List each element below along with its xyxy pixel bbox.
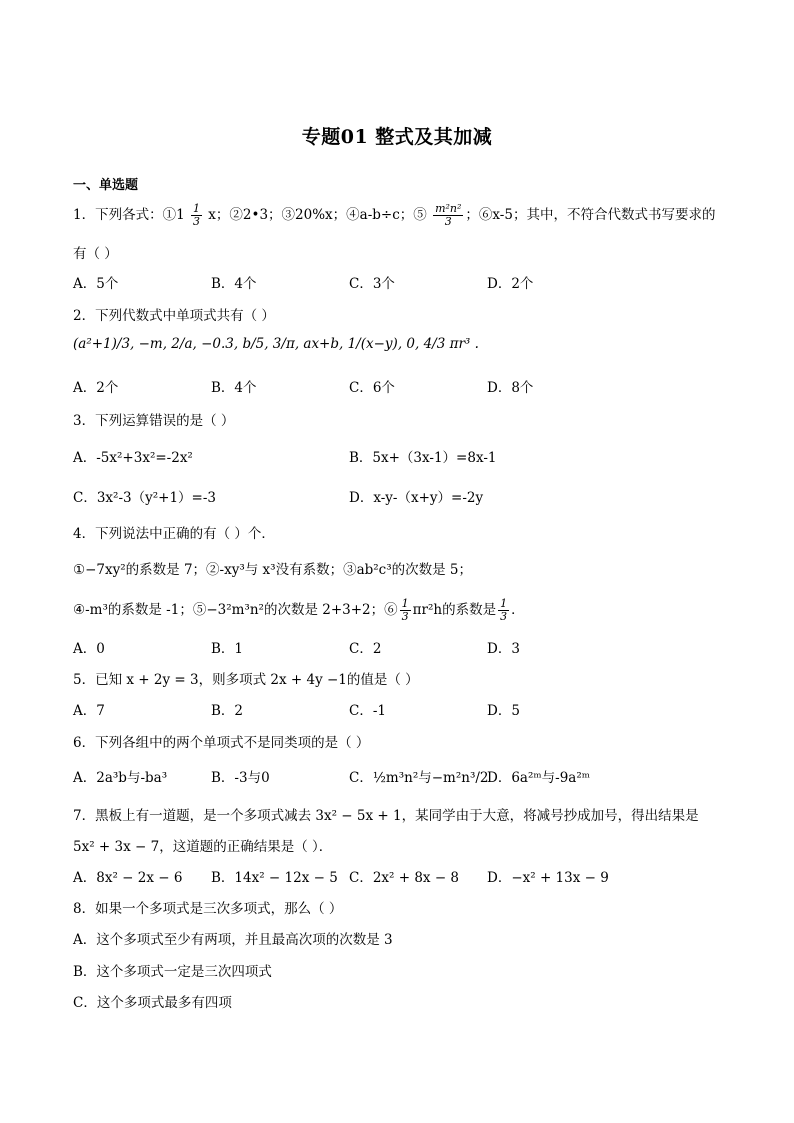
q4-option-a[interactable]: A．0 [73,641,105,657]
question-7-line-2: 5x² + 3x − 7，这道题的正确结果是（ ）． [73,839,333,855]
q4-line2-a: ④-m³的系数是 -1；⑤−3²m³n²的次数是 2+3+2；⑥ [73,602,398,618]
q7-option-b[interactable]: B．14x² − 12x − 5 [211,870,338,886]
q1-frac2-numerator: m²n² [435,202,462,215]
q3-option-a[interactable]: A．-5x²+3x²=-2x² [73,450,193,466]
q6-option-b[interactable]: B．-3与0 [211,770,270,786]
q4-frac-numerator: 1 [401,597,409,610]
q2-option-b[interactable]: B．4个 [211,380,257,396]
q2-option-a[interactable]: A．2个 [73,380,119,396]
q3-option-b[interactable]: B．5x+（3x-1）=8x-1 [349,450,497,466]
q4-frac2-denominator: 3 [500,610,508,623]
q4-option-d[interactable]: D．3 [487,641,520,657]
q2-expression: (a²+1)/3, −m, 2/a, −0.3, b/5, 3/π, ax+b, 1/(x−y), 0, 4/3 πr³ . [73,336,479,352]
q1-text-a: 1．下列各式：①1 [73,207,185,223]
question-6: 6．下列各组中的两个单项式不是同类项的是（ ） [73,735,370,751]
q1-option-b[interactable]: B．4个 [211,276,257,292]
q4-option-c[interactable]: C．2 [349,641,382,657]
q4-frac-denominator: 3 [401,610,409,623]
question-5: 5．已知 x + 2y = 3，则多项式 2x + 4y −1的值是（ ） [73,672,419,688]
q4-line2-b: πr²h的系数是 [412,602,497,618]
q1-text-b: x；②2•3；③20%x；④a-b÷c；⑤ [203,207,427,223]
q6-option-a[interactable]: A．2a³b与-ba³ [73,770,168,786]
q8-option-b[interactable]: B．这个多项式一定是三次四项式 [73,964,272,980]
q1-frac-denominator: 3 [192,215,200,228]
q4-frac2-numerator: 1 [500,597,508,610]
question-3: 3．下列运算错误的是（ ） [73,413,235,429]
q4-period: ． [511,602,525,618]
q4-statement-line-1: ①−7xy²的系数是 7；②-xy³与 x³没有系数；③ab²c³的次数是 5； [73,562,473,578]
q3-option-c[interactable]: C．3x²-3（y²+1）=-3 [73,490,216,506]
q5-option-b[interactable]: B．2 [211,703,244,719]
q7-option-a[interactable]: A．8x² − 2x − 6 [73,870,183,886]
q8-option-a[interactable]: A．这个多项式至少有两项，并且最高次项的次数是 3 [73,932,393,948]
q6-option-c[interactable]: C．½m³n²与−m²n³/2 [349,770,489,786]
q7-option-c[interactable]: C．2x² + 8x − 8 [349,870,460,886]
q1-text-c: ；⑥x-5；其中，不符合代数式书写要求的 [465,207,716,223]
q5-option-a[interactable]: A．7 [73,703,105,719]
question-8: 8．如果一个多项式是三次多项式，那么（ ） [73,901,343,917]
q1-frac2-denominator: 3 [444,215,452,228]
q2-option-d[interactable]: D．8个 [487,380,534,396]
q4-fraction [400,598,411,623]
page-title: 专题01 整式及其加减 [301,126,493,148]
q1-option-d[interactable]: D．2个 [487,276,534,292]
question-7-line-1: 7．黑板上有一道题，是一个多项式减去 3x² − 5x + 1，某同学由于大意，将减号抄成加号，得出结果是 [73,808,699,824]
q2-option-c[interactable]: C．6个 [349,380,395,396]
q6-option-d[interactable]: D．6a²ᵐ与-9a²ᵐ [487,770,591,786]
q7-option-d[interactable]: D．−x² + 13x − 9 [487,870,609,886]
q3-option-d[interactable]: D．x-y-（x+y）=-2y [349,490,484,506]
q1-fraction [191,203,202,228]
q5-option-c[interactable]: C．-1 [349,703,386,719]
question-2: 2．下列代数式中单项式共有（ ） [73,308,275,324]
section-heading: 一、单选题 [73,178,139,193]
q1-option-a[interactable]: A．5个 [73,276,119,292]
q5-option-d[interactable]: D．5 [487,703,520,719]
q4-statement-line-2 [73,598,525,623]
q8-option-c[interactable]: C．这个多项式最多有四项 [73,995,232,1011]
q1-frac-numerator: 1 [192,202,200,215]
q1-line-2: 有（ ） [73,246,118,262]
question-4: 4．下列说法中正确的有（ ）个． [73,526,275,542]
q1-option-c[interactable]: C．3个 [349,276,395,292]
q1-fraction-2 [433,203,463,228]
q4-fraction-2 [498,598,509,623]
q4-option-b[interactable]: B．1 [211,641,244,657]
question-1 [73,203,715,228]
